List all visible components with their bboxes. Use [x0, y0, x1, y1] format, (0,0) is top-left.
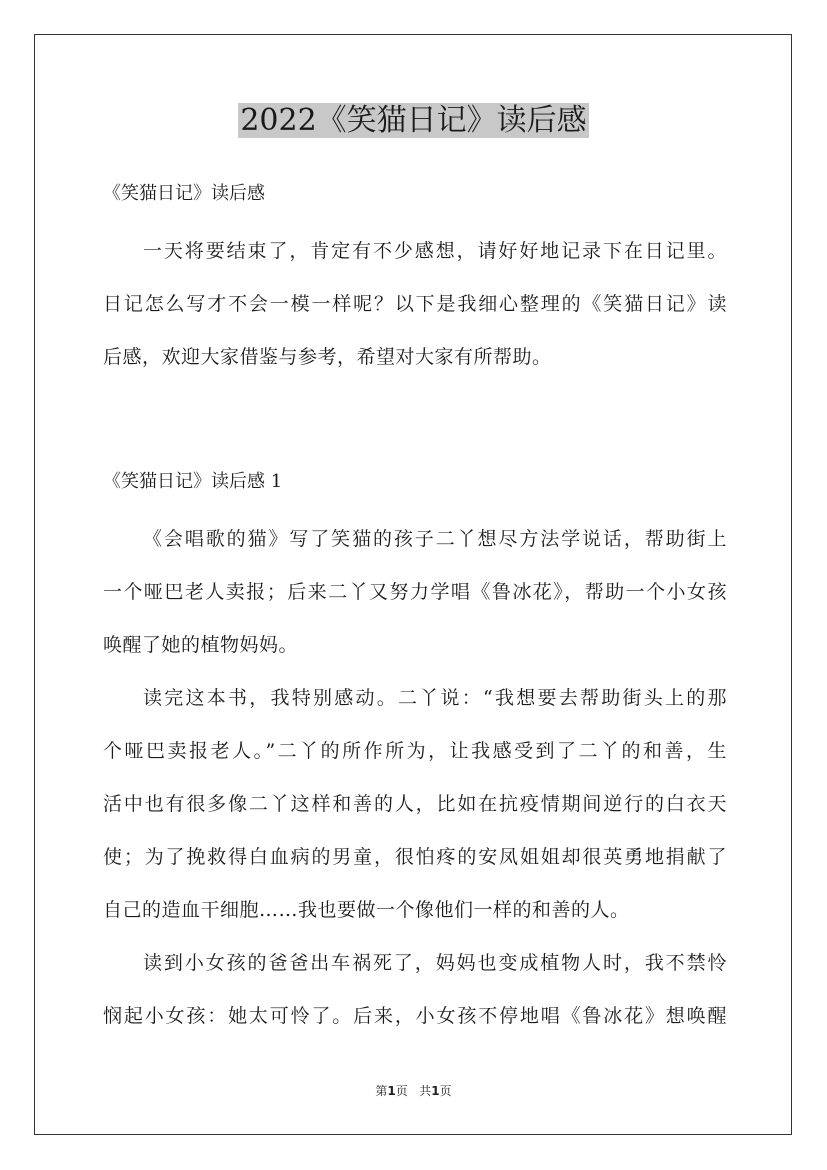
intro-line: 后感，欢迎大家借鉴与参考，希望对大家有所帮助。: [103, 346, 552, 368]
intro-line: 日记怎么写才不会一模一样呢？以下是我细心整理的《笑猫日记》读: [103, 293, 727, 315]
intro-paragraph: [103, 233, 727, 376]
body-line: 使；为了挽救得白血病的男童，很怕疼的安凤姐姐却很英勇地捐献了: [103, 846, 727, 868]
body-line: 悯起小女孩：她太可怜了。后来，小女孩不停地唱《鲁冰花》想唤醒: [103, 1005, 727, 1027]
spacer: [103, 392, 727, 463]
page-suffix: 页: [395, 1084, 408, 1098]
body-line: 一个哑巴老人卖报；后来二丫又努力学唱《鲁冰花》，帮助一个小女孩: [103, 581, 727, 603]
document-title: [0, 100, 827, 142]
body-line: 自己的造血干细胞……我也要做一个像他们一样的和善的人。: [103, 899, 630, 921]
body-line: 活中也有很多像二丫这样和善的人，比如在抗疫情期间逆行的白衣天: [103, 793, 727, 815]
page-footer: [0, 1082, 827, 1099]
document-subtitle: 《笑猫日记》读后感: [103, 183, 265, 204]
body-line: 读到小女孩的爸爸出车祸死了，妈妈也变成植物人时，我不禁怜: [143, 952, 727, 974]
body-paragraph: [103, 680, 727, 929]
page-prefix: 第: [375, 1084, 388, 1098]
spacer: [103, 500, 727, 521]
spacer: [103, 212, 727, 233]
total-pages: 1: [431, 1084, 440, 1098]
body-line: 个哑巴卖报老人。”二丫的所作所为，让我感受到了二丫的和善，生: [103, 740, 727, 762]
body-paragraph: [103, 521, 727, 664]
document-title-text: 2022《笑猫日记》读后感: [240, 103, 587, 138]
total-prefix: 共: [419, 1084, 432, 1098]
body-paragraph: [103, 945, 727, 1035]
total-suffix: 页: [439, 1084, 452, 1098]
document-body: [103, 175, 727, 1051]
intro-line: 一天将要结束了，肯定有不少感想，请好好地记录下在日记里。: [143, 240, 727, 262]
body-line: 《会唱歌的猫》写了笑猫的孩子二丫想尽方法学说话，帮助街上: [143, 528, 727, 550]
section-heading: 《笑猫日记》读后感 1: [103, 471, 283, 492]
body-line: 读完这本书，我特别感动。二丫说：“我想要去帮助街头上的那: [143, 687, 727, 709]
body-line: 唤醒了她的植物妈妈。: [103, 634, 299, 656]
page-number: 1: [387, 1084, 396, 1098]
